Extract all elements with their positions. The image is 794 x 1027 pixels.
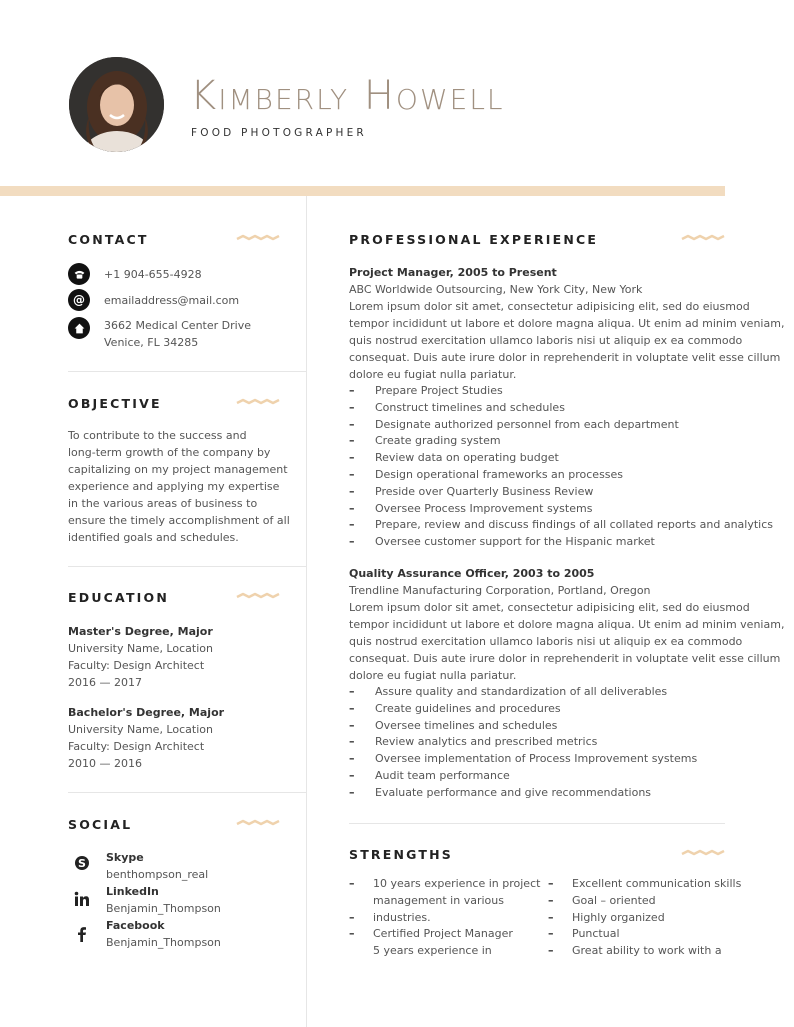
job-desc-line: tempor incididunt ut labore et dolore magna aliqua. Ut enim ad minim veniam, (349, 317, 785, 330)
objective-line: identified goals and schedules. (68, 531, 239, 544)
job-duties-list (349, 684, 725, 802)
strengths-column-2 (548, 876, 742, 960)
section-divider (349, 823, 725, 824)
job-entry (349, 565, 785, 802)
strength-line: Certified Project Manager (373, 927, 513, 941)
list-item: – Punctual (548, 926, 726, 943)
faculty: Faculty: Design Architect (68, 740, 205, 753)
header-accent-band (0, 186, 725, 196)
years: 2010 — 2016 (68, 757, 142, 770)
contact-email[interactable]: emailaddress@mail.com (104, 294, 240, 307)
social-handle: Benjamin_Thompson (106, 902, 221, 915)
candidate-name: Kimberly Howell (190, 73, 505, 119)
job-desc-line: consequat. Duis aute irure dolor in reprehenderit in voluptate velit esse cillum (349, 351, 781, 364)
list-item: – Prepare Project Studies (349, 383, 725, 400)
job-desc-line: consequat. Duis aute irure dolor in reprehenderit in voluptate velit esse cillum (349, 652, 781, 665)
job-desc-line: dolore eu fugiat nulla pariatur. (349, 669, 517, 682)
list-item: – Construct timelines and schedules (349, 400, 725, 417)
list-item: – Audit team performance (349, 768, 725, 785)
profile-photo (69, 57, 164, 152)
list-item: – Design operational frameworks an processes (349, 467, 725, 484)
squiggle-decoration (681, 234, 725, 242)
faculty: Faculty: Design Architect (68, 659, 205, 672)
years: 2016 — 2017 (68, 676, 142, 689)
section-divider (68, 792, 306, 793)
contact-address-line1: 3662 Medical Center Drive (104, 319, 251, 332)
list-item: – Highly organized (548, 910, 726, 927)
list-item: – Review analytics and prescribed metrics (349, 734, 725, 751)
list-item (349, 926, 544, 960)
social-heading: SOCIAL (68, 817, 133, 832)
contact-heading: CONTACT (68, 232, 149, 247)
squiggle-decoration (681, 849, 725, 857)
experience-heading: PROFESSIONAL EXPERIENCE (349, 232, 599, 247)
strength-line: industries. (373, 910, 431, 924)
svg-text:S: S (78, 857, 86, 870)
objective-text (68, 427, 298, 546)
strengths-list (349, 876, 544, 960)
social-network: Facebook (106, 919, 165, 932)
job-title: FOOD PHOTOGRAPHER (191, 127, 367, 139)
squiggle-decoration (236, 398, 280, 406)
list-item: – Great ability to work with a (548, 943, 726, 960)
job-desc-line: dolore eu fugiat nulla pariatur. (349, 368, 517, 381)
strengths-column-1 (349, 876, 544, 960)
list-item: – Oversee timelines and schedules (349, 718, 725, 735)
job-desc-line: quis nostrud exercitation ullamco laboris nisi ut aliquip ex ea commodo (349, 334, 743, 347)
education-heading: EDUCATION (68, 590, 170, 605)
social-skype[interactable] (106, 849, 208, 883)
contact-address-line2: Venice, FL 34285 (104, 336, 199, 349)
list-item: – Prepare, review and discuss findings of all collated reports and analytics (349, 517, 725, 534)
list-item: – Goal – oriented (548, 893, 726, 910)
social-linkedin[interactable] (106, 883, 221, 917)
list-item: – Oversee implementation of Process Improvement systems (349, 751, 725, 768)
job-company: Trendline Manufacturing Corporation, Portland, Oregon (349, 584, 651, 597)
linkedin-icon (74, 891, 90, 907)
objective-line: long-term growth of the company by (68, 446, 271, 459)
social-facebook[interactable] (106, 917, 221, 951)
email-icon: @ (68, 289, 90, 311)
job-desc-line: Lorem ipsum dolor sit amet, consectetur adipisicing elit, sed do eiusmod (349, 300, 750, 313)
contact-phone[interactable]: +1 904-655-4928 (104, 268, 202, 281)
objective-heading: OBJECTIVE (68, 396, 162, 411)
job-desc-line: quis nostrud exercitation ullamco laboris nisi ut aliquip ex ea commodo (349, 635, 743, 648)
squiggle-decoration (236, 234, 280, 242)
strength-line: management in various (373, 893, 504, 907)
strengths-heading: STRENGTHS (349, 847, 453, 862)
list-item (349, 910, 544, 927)
list-item (349, 876, 544, 910)
social-network: Skype (106, 851, 144, 864)
social-handle: Benjamin_Thompson (106, 936, 221, 949)
list-item: – Evaluate performance and give recommendations (349, 785, 725, 802)
list-item: – Oversee Process Improvement systems (349, 501, 725, 518)
column-divider (306, 196, 307, 1027)
list-item: – Excellent communication skills (548, 876, 726, 893)
section-divider (68, 371, 306, 372)
skype-icon (74, 855, 90, 871)
list-item: – Preside over Quarterly Business Review (349, 484, 725, 501)
degree: Bachelor's Degree, Major (68, 706, 225, 719)
job-role: Quality Assurance Officer, 2003 to 2005 (349, 567, 595, 580)
job-desc-line: Lorem ipsum dolor sit amet, consectetur adipisicing elit, sed do eiusmod (349, 601, 750, 614)
objective-line: experience and applying my expertise (68, 480, 280, 493)
objective-line: ensure the timely accomplishment of all (68, 514, 290, 527)
phone-icon (68, 263, 90, 285)
social-network: LinkedIn (106, 885, 159, 898)
school: University Name, Location (68, 642, 213, 655)
job-desc-line: tempor incididunt ut labore et dolore magna aliqua. Ut enim ad minim veniam, (349, 618, 785, 631)
list-item: – Oversee customer support for the Hispanic market (349, 534, 725, 551)
strength-line: 5 years experience in (373, 944, 492, 958)
job-role: Project Manager, 2005 to Present (349, 266, 557, 279)
education-item (68, 704, 224, 772)
school: University Name, Location (68, 723, 213, 736)
strength-line: 10 years experience in project (373, 877, 541, 890)
job-entry (349, 264, 785, 551)
section-divider (68, 566, 306, 567)
squiggle-decoration (236, 592, 280, 600)
list-item: – Create guidelines and procedures (349, 701, 725, 718)
list-item: – Review data on operating budget (349, 450, 725, 467)
objective-line: in the various areas of business to (68, 497, 258, 510)
squiggle-decoration (236, 819, 280, 827)
facebook-icon (74, 926, 90, 942)
job-duties-list (349, 383, 774, 551)
list-item: – Assure quality and standardization of all deliverables (349, 684, 725, 701)
degree: Master's Degree, Major (68, 625, 213, 638)
list-item: – Create grading system (349, 433, 725, 450)
objective-line: capitalizing on my project management (68, 463, 288, 476)
portrait-image (69, 57, 164, 152)
job-company: ABC Worldwide Outsourcing, New York City, New York (349, 283, 643, 296)
objective-line: To contribute to the success and (68, 429, 247, 442)
home-icon (68, 317, 90, 339)
education-item (68, 623, 213, 691)
list-item: – Designate authorized personnel from each department (349, 417, 725, 434)
strengths-list (548, 876, 742, 960)
social-handle: benthompson_real (106, 868, 209, 881)
